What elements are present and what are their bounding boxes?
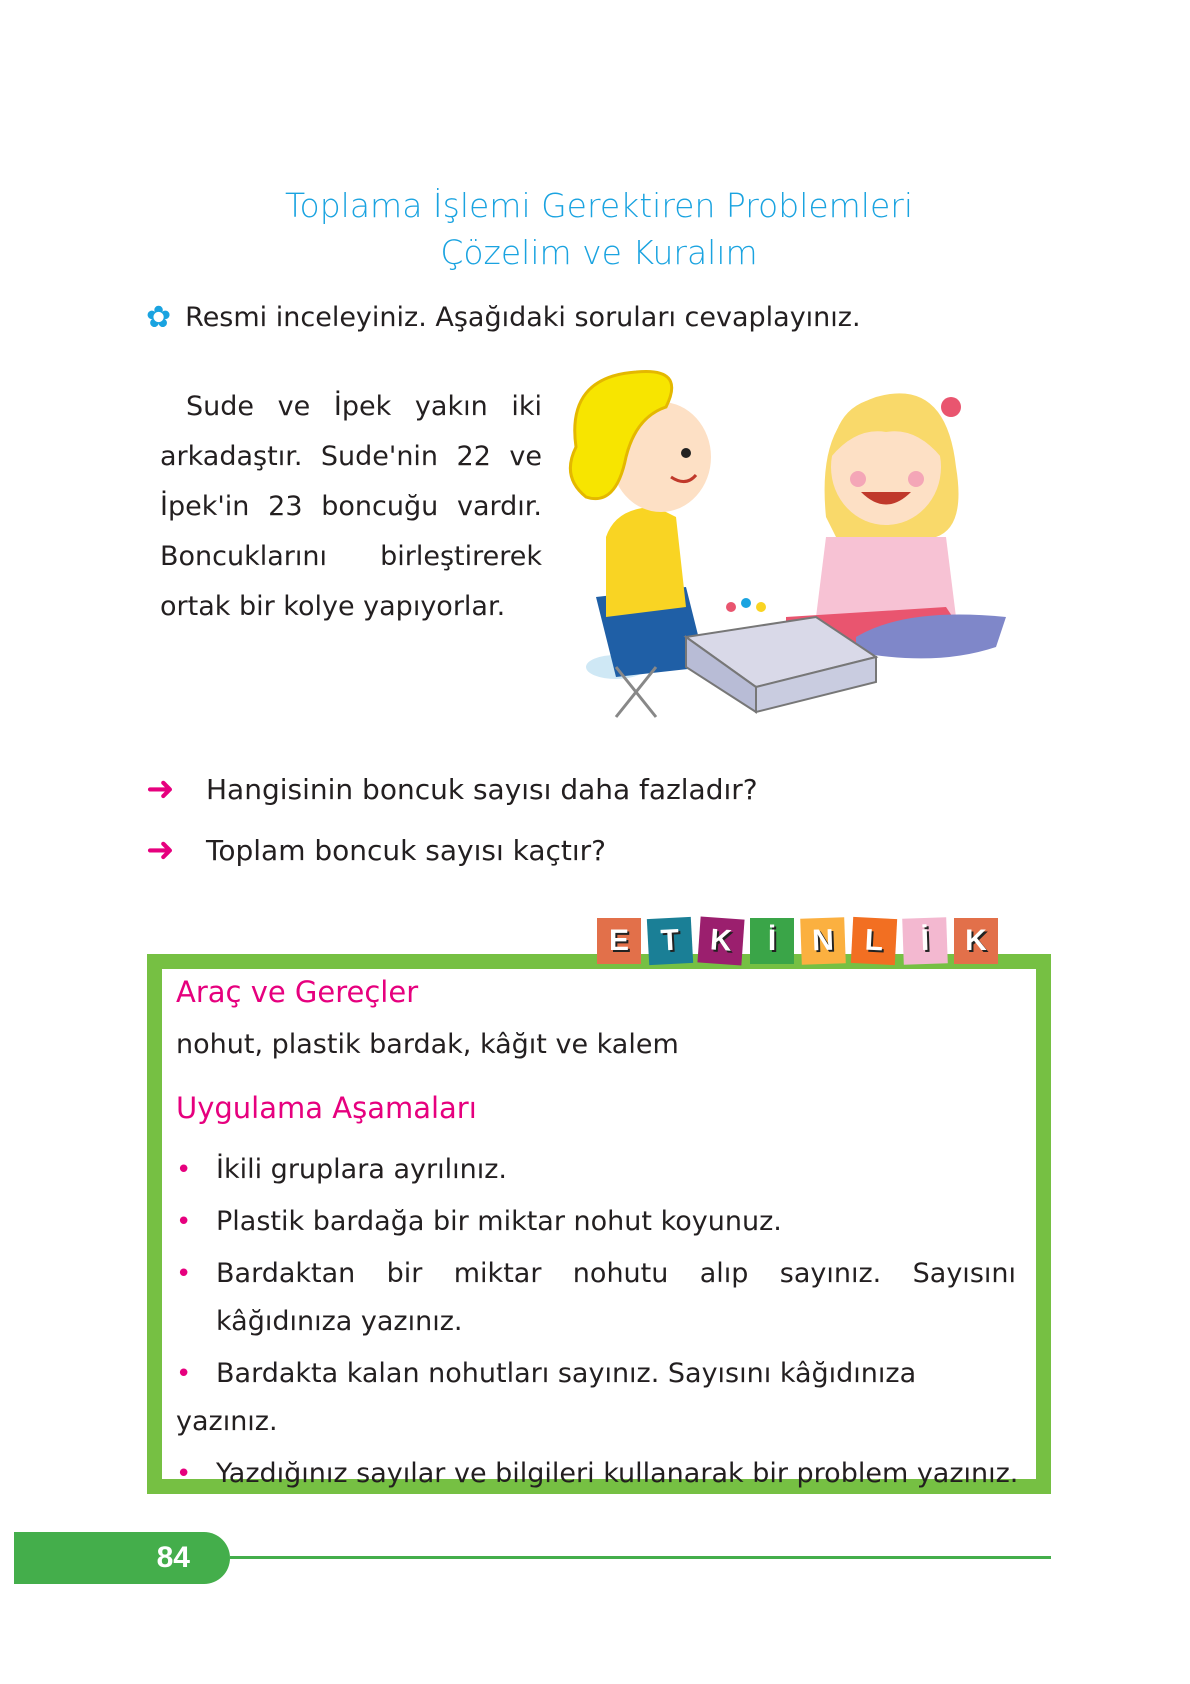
question-2 (146, 830, 606, 870)
question-text: Hangisinin boncuk sayısı daha fazladır? (206, 772, 758, 806)
step-text: Bardakta kalan nohutları sayınız. Sayısını kâğıdınıza yazınız. (176, 1358, 917, 1437)
letter-tile: T (647, 917, 693, 965)
step-text: Plastik bardağa bir miktar nohut koyunuz. (216, 1206, 782, 1237)
question-1 (146, 769, 758, 809)
letter-tile: K (697, 917, 744, 966)
letter-tile: E (597, 918, 641, 964)
arrow-right-icon: ➜ (146, 830, 175, 870)
step-text: Bardaktan bir miktar nohutu alıp sayınız. Sayısını kâğıdınıza yazınız. (216, 1258, 1016, 1337)
page-number-badge (14, 1532, 230, 1584)
materials-heading: Araç ve Gereçler (176, 975, 419, 1009)
step-text: Yazdığınız sayılar ve bilgileri kullanarak bir problem yazınız. (216, 1458, 1019, 1489)
letter-tile: K (954, 918, 998, 964)
story-paragraph (160, 382, 542, 632)
arrow-right-icon: ➜ (146, 769, 175, 809)
page-title-line1: Toplama İşlemi Gerektiren Problemleri (284, 186, 914, 225)
letter-tile: N (800, 917, 846, 965)
bullet-icon: • (176, 1259, 192, 1289)
page-title-line2: Çözelim ve Kuralım (440, 233, 758, 272)
bullet-icon: • (176, 1155, 192, 1185)
bullet-icon: • (176, 1359, 192, 1389)
bullet-icon: • (176, 1459, 192, 1489)
story-text: Sude ve İpek yakın iki arkadaştır. Sude'nin 22 ve İpek'in 23 boncuğu vardır. Boncuklarını birleştirerek ortak bir kolye yapıyorlar. (160, 391, 542, 622)
materials-text: nohut, plastik bardak, kâğıt ve kalem (176, 1029, 679, 1060)
instruction (146, 299, 861, 335)
activity-title-tiles (597, 918, 998, 964)
letter-tile: İ (902, 917, 948, 965)
question-text: Toplam boncuk sayısı kaçtır? (206, 833, 607, 867)
step-item (176, 1146, 1026, 1194)
step-item (176, 1350, 1026, 1446)
step-item (176, 1450, 1026, 1498)
footer-divider (230, 1556, 1051, 1559)
flower-icon: ✿ (146, 299, 172, 335)
step-item (176, 1198, 1026, 1246)
bullet-icon: • (176, 1207, 192, 1237)
girls-making-necklace-illustration (556, 367, 1051, 747)
letter-tile: İ (750, 918, 794, 964)
instruction-text: Resmi inceleyiniz. Aşağıdaki soruları cevaplayınız. (185, 302, 861, 333)
step-item (176, 1250, 1026, 1346)
page-number: 84 (156, 1541, 190, 1574)
steps-heading: Uygulama Aşamaları (176, 1091, 477, 1125)
step-text: İkili gruplara ayrılınız. (216, 1154, 507, 1185)
letter-tile: L (851, 917, 897, 965)
steps-list (176, 1146, 1026, 1498)
